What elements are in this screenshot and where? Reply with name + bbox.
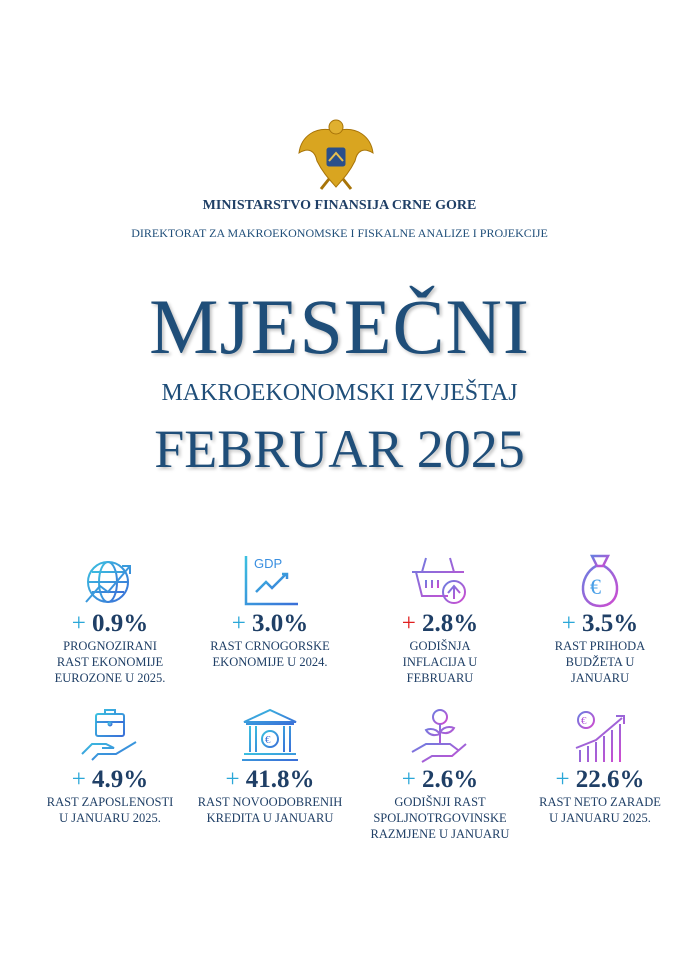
stat-label: RAST CRNOGORSKE: [210, 639, 330, 653]
stat-label: GODIŠNJA: [409, 639, 471, 653]
stat-value: + 4.9%: [71, 766, 149, 793]
svg-text:€: €: [265, 734, 271, 746]
basket-up-icon: [408, 552, 472, 608]
stat-value: + 0.9%: [71, 610, 149, 637]
stat-label: JANUARU: [570, 671, 630, 685]
gdp-chart-icon: [238, 552, 302, 608]
stat-eurozone-growth: [30, 552, 190, 686]
stat-label: INFLACIJA U: [402, 655, 478, 669]
stat-new-loans: [190, 708, 350, 826]
stat-label: BUDŽETA U: [565, 655, 635, 669]
stat-employment: [30, 708, 190, 826]
stat-label: RAST ZAPOSLENOSTI: [46, 795, 174, 809]
briefcase-hand-icon: [78, 708, 142, 764]
stat-label: SPOLJNOTRGOVINSKE: [373, 811, 507, 825]
euro-bag-icon: [568, 552, 632, 608]
stat-label: U JANUARU 2025.: [59, 811, 161, 825]
coat-of-arms-icon: [295, 117, 377, 195]
stat-label: U JANUARU 2025.: [549, 811, 651, 825]
stat-montenegro-growth: [190, 552, 350, 670]
stat-label: RAST EKONOMIJE: [56, 655, 164, 669]
stat-net-salary: [520, 708, 679, 826]
stat-value: + 22.6%: [555, 766, 645, 793]
stat-label: FEBRUARU: [406, 671, 474, 685]
report-period: FEBRUAR 2025: [154, 419, 525, 479]
svg-text:€: €: [581, 715, 587, 727]
globe-growth-icon: [78, 552, 142, 608]
stat-label: RAZMJENE U JANUARU: [370, 827, 510, 841]
stat-value: + 2.6%: [401, 766, 479, 793]
stat-label: EKONOMIJE U 2024.: [212, 655, 328, 669]
report-title: MJESEČNI: [149, 283, 530, 370]
stat-budget-revenue: [520, 552, 679, 686]
stat-inflation: [360, 552, 520, 686]
directorate-name: DIREKTORAT ZA MAKROEKONOMSKE I FISKALNE ANALIZE I PROJEKCIJE: [131, 226, 548, 240]
stat-value: + 3.0%: [231, 610, 309, 637]
svg-text:GDP: GDP: [254, 556, 283, 571]
stat-label: GODIŠNJI RAST: [394, 795, 486, 809]
ministry-name: MINISTARSTVO FINANSIJA CRNE GORE: [202, 198, 477, 213]
stat-label: RAST NOVOODOBRENIH: [197, 795, 343, 809]
plant-hand-icon: [408, 708, 472, 764]
bank-euro-icon: [238, 708, 302, 764]
stat-value: + 41.8%: [225, 766, 315, 793]
salary-growth-icon: [568, 708, 632, 764]
stat-label: RAST NETO ZARADE: [539, 795, 661, 809]
stat-label: KREDITA U JANUARU: [206, 811, 334, 825]
stat-foreign-trade: [360, 708, 520, 842]
stat-label: PROGNOZIRANI: [63, 639, 157, 653]
stat-value: + 2.8%: [401, 610, 479, 637]
svg-text:€: €: [590, 574, 601, 599]
report-subtitle: MAKROEKONOMSKI IZVJEŠTAJ: [161, 380, 518, 406]
stat-label: RAST PRIHODA: [554, 639, 646, 653]
stat-value: + 3.5%: [561, 610, 639, 637]
stat-label: EUROZONE U 2025.: [54, 671, 166, 685]
